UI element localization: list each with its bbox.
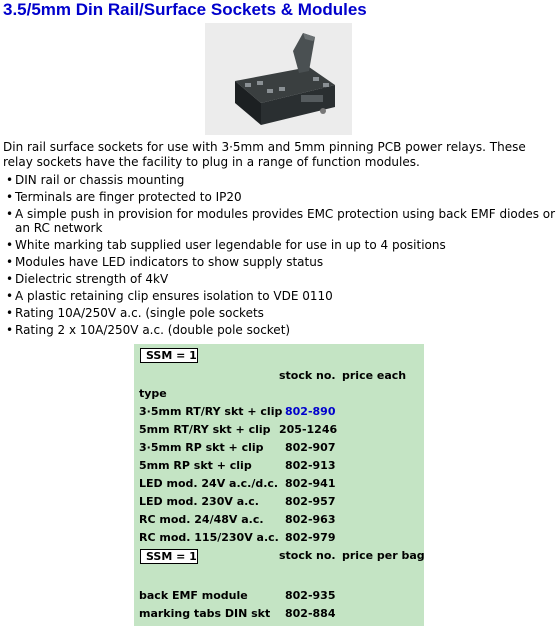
row-stock: 802-884 — [285, 607, 336, 620]
row-stock: 802-963 — [285, 513, 336, 526]
feature-list — [0, 173, 556, 340]
intro-text: Din rail surface sockets for use with 3·5mm and 5mm pinning PCB power relays. These relay sockets have the facility to plug in a range of function modules. — [3, 140, 526, 169]
bullet-icon: • — [6, 190, 14, 204]
list-item — [0, 306, 556, 320]
list-item — [0, 190, 556, 204]
feature-text: Terminals are finger protected to IP20 — [15, 190, 242, 204]
row-type: RC mod. 24/48V a.c. — [139, 513, 264, 526]
list-item — [0, 255, 556, 269]
ssm-label: SSM = 1 — [140, 348, 198, 363]
row-stock: 802-941 — [285, 477, 336, 490]
row-stock: 802-907 — [285, 441, 336, 454]
col-stock-header: stock no. — [279, 549, 336, 562]
list-item — [0, 238, 556, 252]
price-table — [134, 344, 424, 626]
col-type-header: type — [139, 387, 167, 400]
row-type: RC mod. 115/230V a.c. — [139, 531, 279, 544]
row-stock: 802-913 — [285, 459, 336, 472]
bullet-icon: • — [6, 323, 14, 337]
bullet-icon: • — [6, 272, 14, 286]
row-type: 5mm RT/RY skt + clip — [139, 423, 271, 436]
feature-text: Modules have LED indicators to show supply status — [15, 255, 324, 269]
bullet-icon: • — [6, 289, 14, 303]
row-type: 3·5mm RT/RY skt + clip — [139, 405, 283, 418]
row-type: back EMF module — [139, 589, 248, 602]
row-stock: 205-1246 — [279, 423, 338, 436]
feature-text: Dielectric strength of 4kV — [15, 272, 169, 286]
feature-text: Rating 2 x 10A/250V a.c. (double pole socket) — [15, 323, 291, 337]
row-type: 5mm RP skt + clip — [139, 459, 252, 472]
row-type: LED mod. 230V a.c. — [139, 495, 259, 508]
bullet-icon: • — [6, 255, 14, 269]
feature-text: A plastic retaining clip ensures isolation to VDE 0110 — [15, 289, 333, 303]
page-title: 3.5/5mm Din Rail/Surface Sockets & Modules — [3, 0, 367, 19]
row-stock: 802-935 — [285, 589, 336, 602]
ssm-label: SSM = 1 — [140, 549, 198, 564]
bullet-icon: • — [6, 238, 14, 252]
product-photo — [205, 23, 352, 135]
list-item — [0, 272, 556, 286]
row-type: marking tabs DIN skt — [139, 607, 271, 620]
row-stock: 802-979 — [285, 531, 336, 544]
stock-link[interactable]: 802-890 — [285, 405, 336, 418]
col-price-header: price per bag — [342, 549, 425, 562]
row-type: LED mod. 24V a.c./d.c. — [139, 477, 279, 490]
feature-text: White marking tab supplied user legendable for use in up to 4 positions — [15, 238, 446, 252]
bullet-icon: • — [6, 207, 14, 221]
relay-socket-image — [205, 23, 352, 135]
bullet-icon: • — [6, 306, 14, 320]
list-item — [0, 323, 556, 337]
bullet-icon: • — [6, 173, 14, 187]
feature-text: A simple push in provision for modules provides EMC protection using back EMF diodes or an RC network — [15, 207, 556, 235]
row-stock: 802-957 — [285, 495, 336, 508]
feature-text: DIN rail or chassis mounting — [15, 173, 185, 187]
col-price-header: price each — [342, 369, 407, 382]
list-item — [0, 289, 556, 303]
feature-text: Rating 10A/250V a.c. (single pole sockets — [15, 306, 264, 320]
list-item — [0, 173, 556, 187]
col-stock-header: stock no. — [279, 369, 336, 382]
list-item — [0, 207, 556, 235]
row-type: 3·5mm RP skt + clip — [139, 441, 264, 454]
